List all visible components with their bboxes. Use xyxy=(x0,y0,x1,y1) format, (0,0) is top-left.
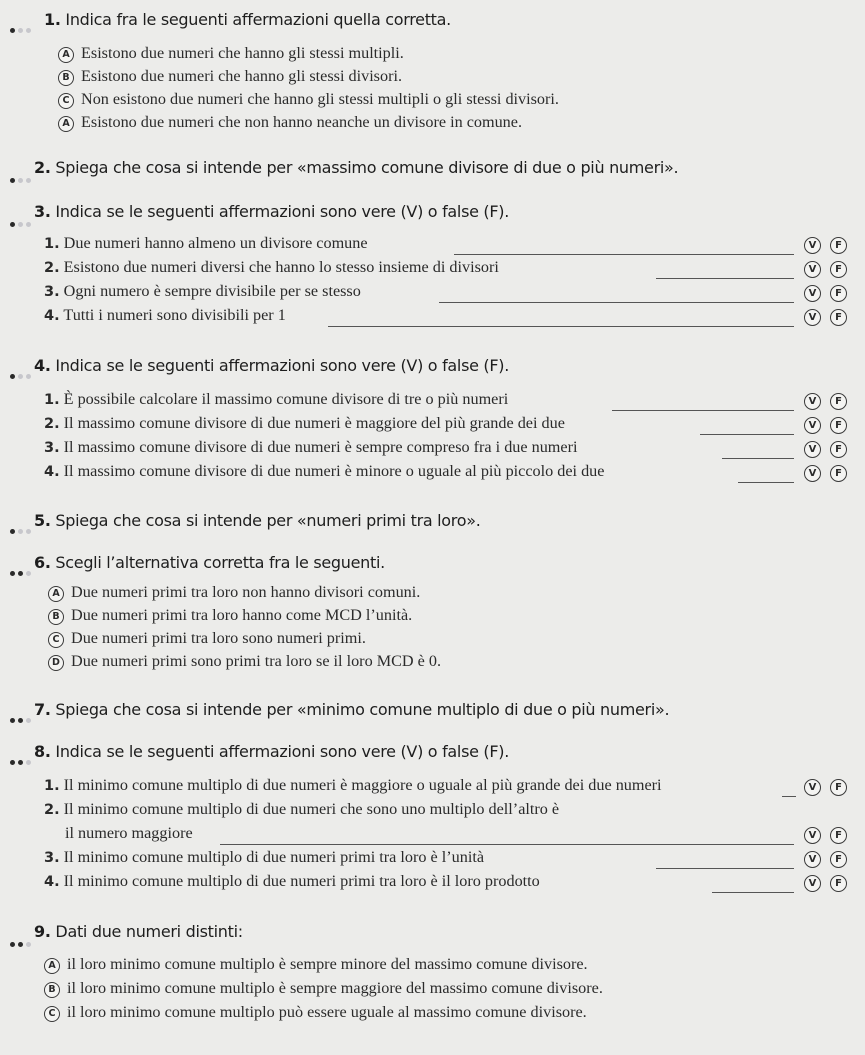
question-7 xyxy=(0,700,865,726)
false-choice[interactable]: F xyxy=(830,393,847,410)
option-text: Esistono due numeri che non hanno neanche un divisore in comune. xyxy=(81,113,522,131)
true-choice[interactable]: V xyxy=(804,393,821,410)
statement-1: 1. Il minimo comune multiplo di due numeri è maggiore o uguale al più grande dei due numeri V F xyxy=(44,776,859,800)
statement-2: 2. Esistono due numeri diversi che hanno lo stesso insieme di divisori V F xyxy=(44,258,859,282)
statement-4: 4. Il massimo comune divisore di due numeri è minore o uguale al più piccolo dei due V F xyxy=(44,462,859,486)
statement-2-continued: il numero maggiore V F xyxy=(44,824,859,848)
option-letter-icon: A xyxy=(58,116,74,132)
option-letter-icon: A xyxy=(48,586,64,602)
vf-choice xyxy=(804,827,856,845)
question-2 xyxy=(0,158,865,184)
true-choice[interactable]: V xyxy=(804,465,821,482)
option-c[interactable] xyxy=(48,629,441,652)
false-choice[interactable]: F xyxy=(830,285,847,302)
question-1-heading xyxy=(0,10,865,36)
option-text: Due numeri primi sono primi tra loro se il loro MCD è 0. xyxy=(71,652,442,670)
answer-line xyxy=(656,868,794,869)
answer-line xyxy=(722,458,794,459)
question-3-heading xyxy=(0,202,865,228)
false-choice[interactable]: F xyxy=(830,465,847,482)
question-8 xyxy=(0,742,865,890)
false-choice[interactable]: F xyxy=(830,827,847,844)
option-text: il loro minimo comune multiplo è sempre maggiore del massimo comune divisore. xyxy=(67,979,603,997)
statement-4: 4. Tutti i numeri sono divisibili per 1 V F xyxy=(44,306,859,330)
vf-choice xyxy=(804,393,856,411)
answer-line xyxy=(700,434,794,435)
option-b[interactable] xyxy=(44,979,603,1003)
false-choice[interactable]: F xyxy=(830,851,847,868)
false-choice[interactable]: F xyxy=(830,309,847,326)
option-a[interactable] xyxy=(44,955,603,979)
option-letter-icon: C xyxy=(48,632,64,648)
option-text: Non esistono due numeri che hanno gli stessi multipli o gli stessi divisori. xyxy=(81,90,559,108)
answer-line xyxy=(439,302,794,303)
false-choice[interactable]: F xyxy=(830,237,847,254)
question-text: Dati due numeri distinti: xyxy=(55,922,243,941)
option-text: Due numeri primi tra loro sono numeri primi. xyxy=(71,629,366,647)
answer-line xyxy=(220,844,794,845)
false-choice[interactable]: F xyxy=(830,417,847,434)
false-choice[interactable]: F xyxy=(830,779,847,796)
question-number: 9. xyxy=(34,922,51,941)
true-choice[interactable]: V xyxy=(804,827,821,844)
question-4 xyxy=(0,356,865,480)
question-7-heading xyxy=(0,700,865,726)
statement-3: 3. Il minimo comune multiplo di due numeri primi tra loro è l’unità V F xyxy=(44,848,859,872)
option-a[interactable] xyxy=(48,583,441,606)
true-choice[interactable]: V xyxy=(804,441,821,458)
answer-line xyxy=(712,892,794,893)
question-6 xyxy=(0,553,865,670)
option-d[interactable] xyxy=(58,113,559,136)
true-choice[interactable]: V xyxy=(804,261,821,278)
question-3 xyxy=(0,202,865,324)
vf-choice xyxy=(804,285,856,303)
answer-line xyxy=(328,326,794,327)
difficulty-dots-icon xyxy=(10,222,40,228)
answer-line xyxy=(738,482,794,483)
question-5 xyxy=(0,511,865,537)
option-text: Due numeri primi tra loro hanno come MCD l’unità. xyxy=(71,606,413,624)
option-b[interactable] xyxy=(58,67,559,90)
true-choice[interactable]: V xyxy=(804,779,821,796)
option-letter-icon: D xyxy=(48,655,64,671)
question-9-heading xyxy=(0,922,865,948)
question-number: 1. xyxy=(44,10,61,29)
question-text: Indica se le seguenti affermazioni sono vere (V) o false (F). xyxy=(55,202,510,221)
option-letter-icon: B xyxy=(48,609,64,625)
vf-choice xyxy=(804,417,856,435)
question-number: 2. xyxy=(34,158,51,177)
option-text: Esistono due numeri che hanno gli stessi divisori. xyxy=(81,67,403,85)
question-text: Spiega che cosa si intende per «minimo comune multiplo di due o più numeri». xyxy=(55,700,670,719)
question-text: Scegli l’alternativa corretta fra le seguenti. xyxy=(55,553,385,572)
question-number: 8. xyxy=(34,742,51,761)
question-number: 3. xyxy=(34,202,51,221)
option-d[interactable] xyxy=(48,652,441,675)
question-text: Indica fra le seguenti affermazioni quella corretta. xyxy=(65,10,451,29)
question-1 xyxy=(0,10,865,131)
option-c[interactable] xyxy=(58,90,559,113)
difficulty-dots-icon xyxy=(10,28,40,34)
false-choice[interactable]: F xyxy=(830,875,847,892)
answer-line xyxy=(782,796,796,797)
vf-choice xyxy=(804,875,856,893)
option-letter-icon: B xyxy=(58,70,74,86)
option-text: il loro minimo comune multiplo è sempre minore del massimo comune divisore. xyxy=(67,955,588,973)
vf-choice xyxy=(804,851,856,869)
answer-line xyxy=(454,254,794,255)
option-letter-icon: A xyxy=(58,47,74,63)
true-choice[interactable]: V xyxy=(804,851,821,868)
question-text: Indica se le seguenti affermazioni sono vere (V) o false (F). xyxy=(55,356,510,375)
question-2-heading xyxy=(0,158,865,184)
difficulty-dots-icon xyxy=(10,942,40,948)
option-b[interactable] xyxy=(48,606,441,629)
vf-choice xyxy=(804,237,856,255)
vf-choice xyxy=(804,441,856,459)
true-choice[interactable]: V xyxy=(804,237,821,254)
option-text: Due numeri primi tra loro non hanno divisori comuni. xyxy=(71,583,421,601)
statement-3: 3. Ogni numero è sempre divisibile per se stesso V F xyxy=(44,282,859,306)
false-choice[interactable]: F xyxy=(830,441,847,458)
option-letter-icon: C xyxy=(58,93,74,109)
question-text: Spiega che cosa si intende per «numeri primi tra loro». xyxy=(55,511,481,530)
option-a[interactable] xyxy=(58,44,559,67)
question-text: Indica se le seguenti affermazioni sono vere (V) o false (F). xyxy=(55,742,510,761)
question-text: Spiega che cosa si intende per «massimo comune divisore di due o più numeri». xyxy=(55,158,679,177)
question-6-heading xyxy=(0,553,865,579)
question-number: 5. xyxy=(34,511,51,530)
statement-4: 4. Il minimo comune multiplo di due numeri primi tra loro è il loro prodotto V F xyxy=(44,872,859,896)
difficulty-dots-icon xyxy=(10,178,40,184)
statement-3: 3. Il massimo comune divisore di due numeri è sempre compreso fra i due numeri V F xyxy=(44,438,859,462)
vf-choice xyxy=(804,779,856,797)
option-letter-icon: A xyxy=(44,958,60,974)
statement-2: 2. Il massimo comune divisore di due numeri è maggiore del più grande dei due V F xyxy=(44,414,859,438)
true-choice[interactable]: V xyxy=(804,309,821,326)
question-number: 7. xyxy=(34,700,51,719)
true-choice[interactable]: V xyxy=(804,875,821,892)
vf-choice xyxy=(804,309,856,327)
false-choice[interactable]: F xyxy=(830,261,847,278)
question-5-heading xyxy=(0,511,865,537)
statement-2: 2. Il minimo comune multiplo di due numeri che sono uno multiplo dell’altro è xyxy=(44,800,560,818)
option-text: Esistono due numeri che hanno gli stessi multipli. xyxy=(81,44,404,62)
statement-1: 1. È possibile calcolare il massimo comune divisore di tre o più numeri V F xyxy=(44,390,859,414)
true-choice[interactable]: V xyxy=(804,285,821,302)
answer-line xyxy=(656,278,794,279)
vf-choice xyxy=(804,465,856,483)
option-letter-icon: C xyxy=(44,1006,60,1022)
true-choice[interactable]: V xyxy=(804,417,821,434)
question-number: 6. xyxy=(34,553,51,572)
option-c[interactable] xyxy=(44,1003,603,1027)
question-4-heading xyxy=(0,356,865,382)
question-9 xyxy=(0,922,865,1021)
option-text: il loro minimo comune multiplo può essere uguale al massimo comune divisore. xyxy=(67,1003,587,1021)
statement-1: 1. Due numeri hanno almeno un divisore comune V F xyxy=(44,234,859,258)
option-letter-icon: B xyxy=(44,982,60,998)
vf-choice xyxy=(804,261,856,279)
answer-line xyxy=(612,410,794,411)
question-8-heading xyxy=(0,742,865,768)
question-number: 4. xyxy=(34,356,51,375)
